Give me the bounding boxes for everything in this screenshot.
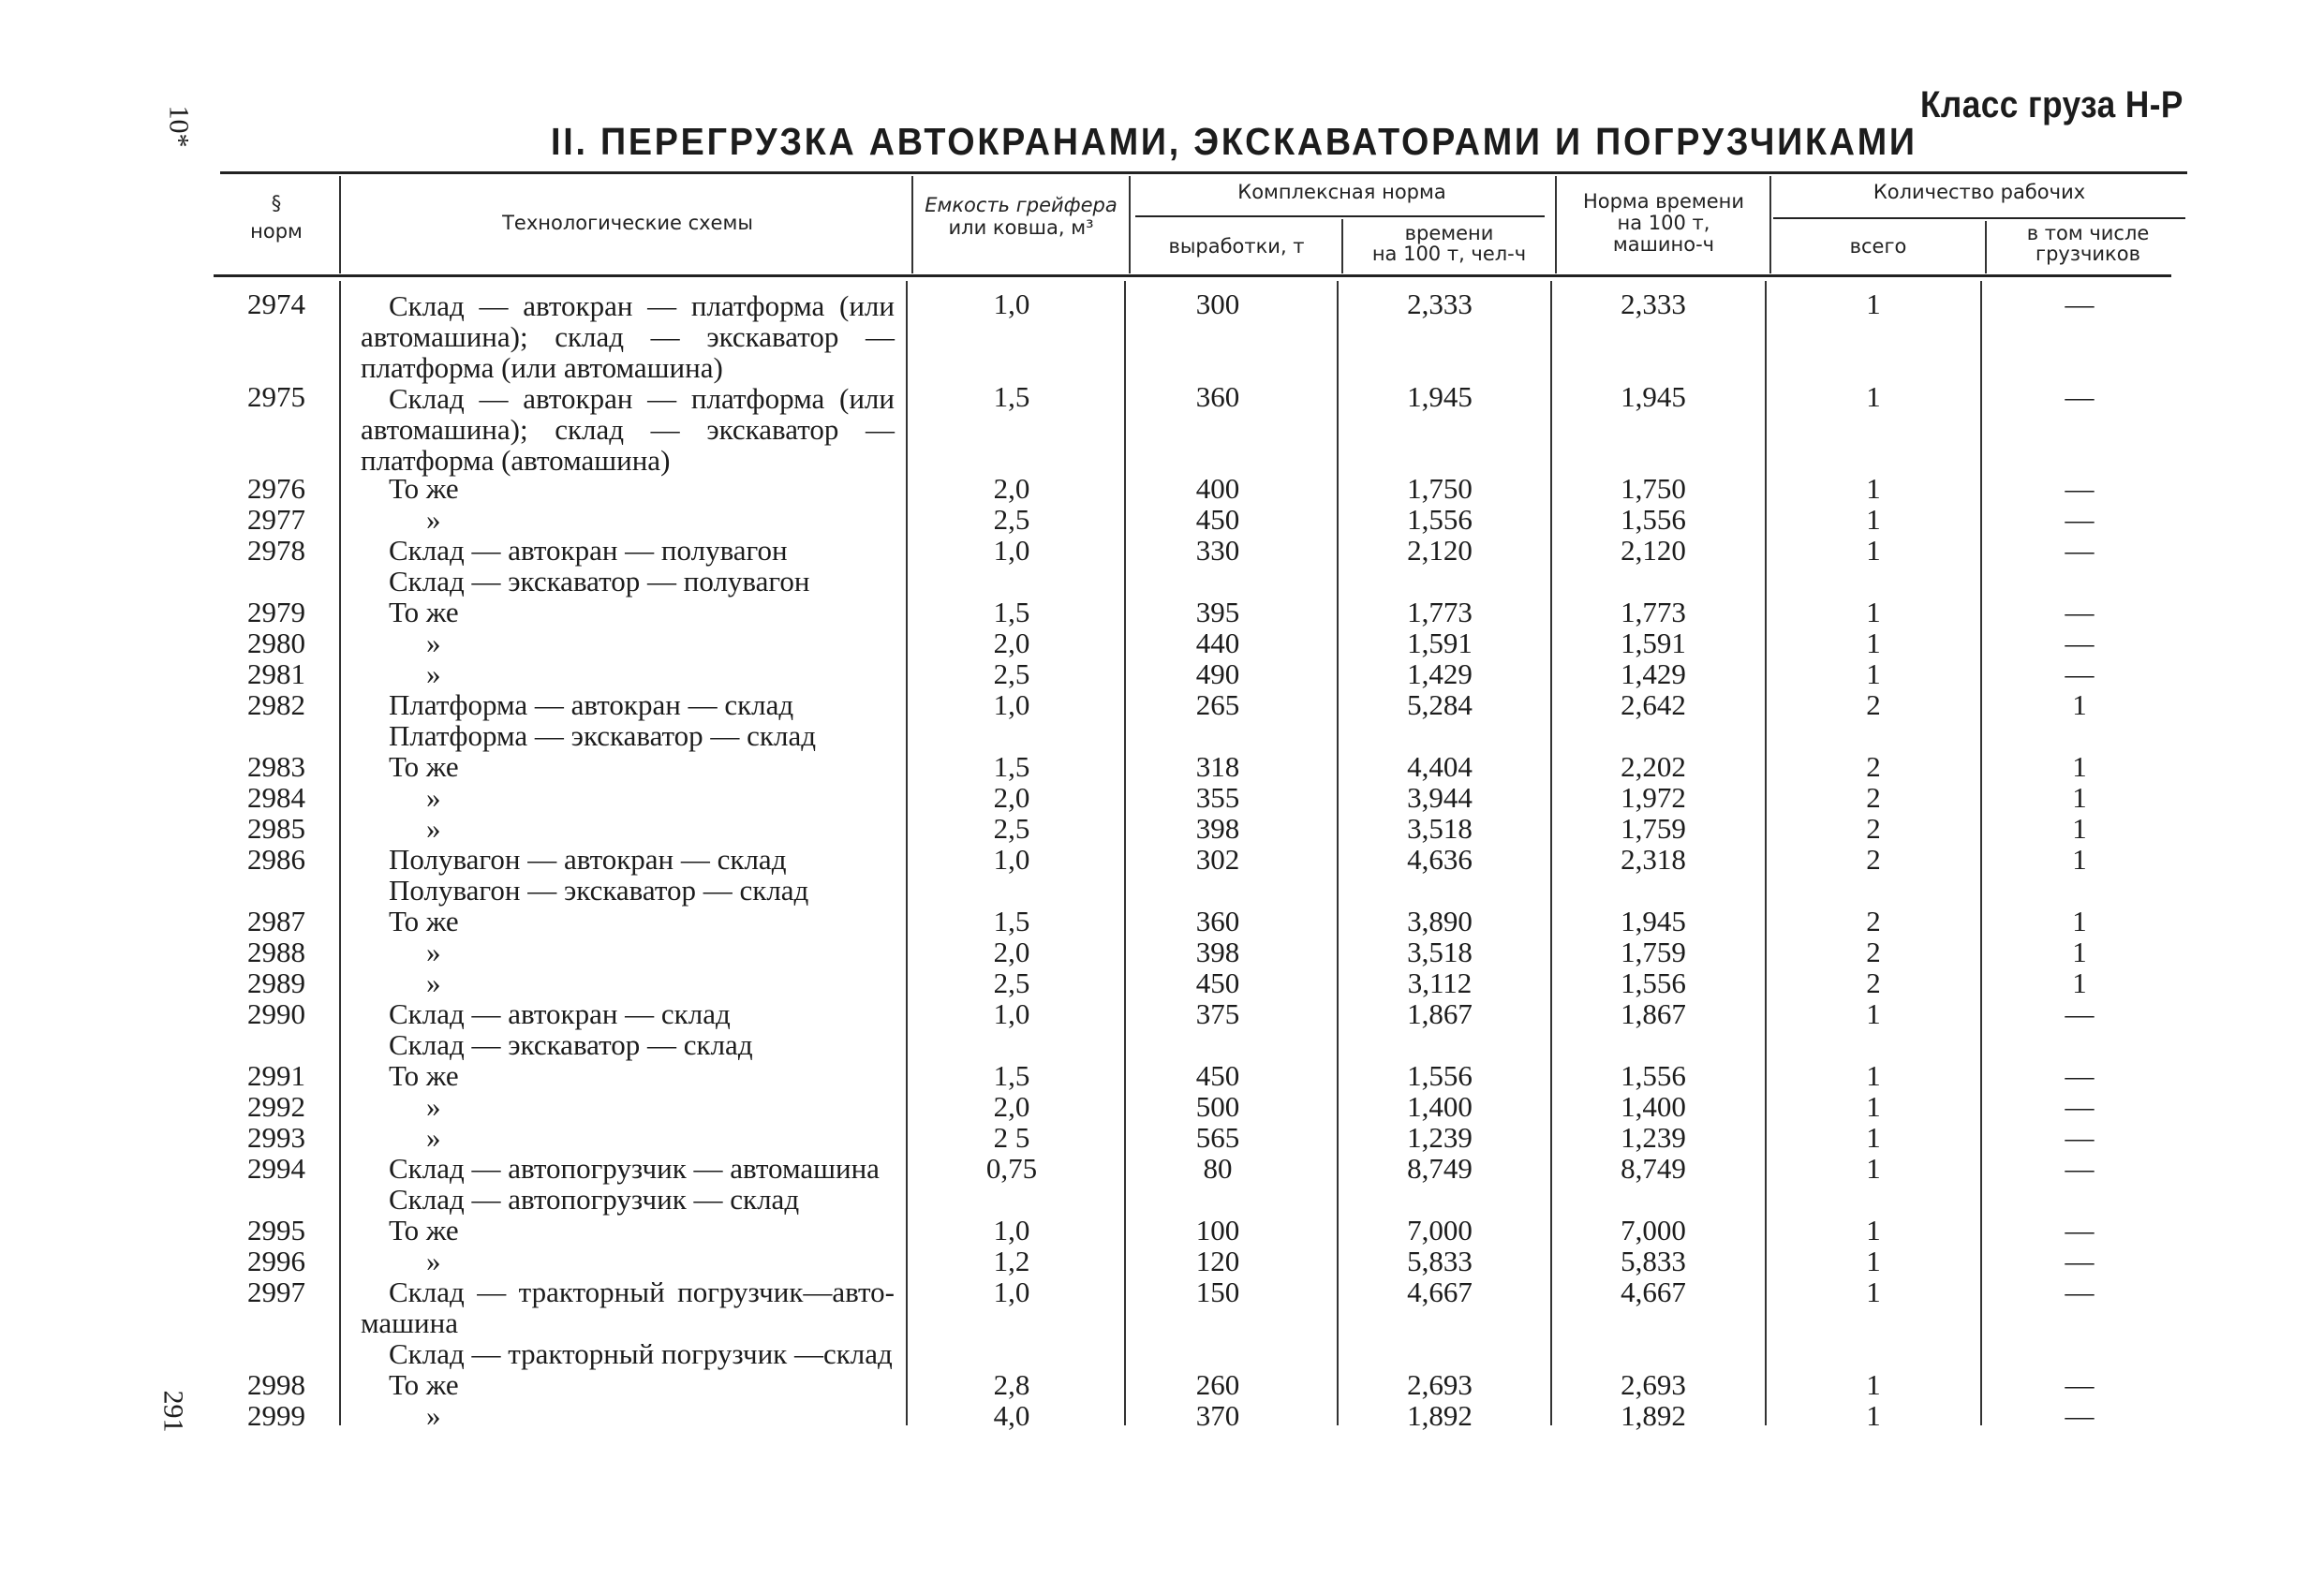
time-norm-person-hours: 1,945	[1407, 380, 1473, 413]
scheme-line: автомашина); склад — экскаватор —	[361, 413, 895, 446]
scheme-text	[361, 751, 895, 782]
table-row	[0, 906, 2324, 937]
table-row	[0, 998, 2324, 1029]
time-norm-person-hours: 1,556	[1407, 1059, 1473, 1092]
production-norm: 265	[1195, 688, 1240, 721]
time-norm-person-hours: 3,112	[1407, 966, 1473, 999]
bucket-capacity: 4,0	[993, 1399, 1030, 1432]
table-row	[0, 1153, 2324, 1184]
scheme-line: Склад — автокран — склад	[389, 997, 731, 1030]
scheme-text	[361, 1400, 895, 1431]
production-norm: 100	[1195, 1214, 1240, 1246]
workers-loaders: —	[2065, 1121, 2095, 1154]
workers-total: 1	[1866, 534, 1881, 567]
scheme-text	[361, 473, 895, 504]
production-norm: 395	[1195, 596, 1240, 628]
bucket-capacity: 1,2	[993, 1245, 1030, 1277]
norm-number: 2982	[247, 688, 305, 721]
bucket-capacity: 2,0	[993, 936, 1030, 968]
time-norm-machine-hours: 1,239	[1621, 1121, 1686, 1154]
workers-total: 1	[1866, 1121, 1881, 1154]
production-norm: 330	[1195, 534, 1240, 567]
scheme-line: То же	[389, 905, 459, 937]
bucket-capacity: 1,0	[993, 997, 1030, 1030]
workers-loaders: —	[2065, 1368, 2095, 1401]
production-norm: 375	[1195, 997, 1240, 1030]
scheme-text	[361, 1246, 895, 1276]
header-norm-word: норм	[250, 220, 303, 243]
scheme-line: Платформа — экскаватор — склад	[389, 719, 816, 752]
norm-number: 2998	[247, 1368, 305, 1401]
header-time-2: на 100 т, чел-ч	[1371, 243, 1527, 265]
header-norm-sign: §	[271, 192, 282, 214]
scheme-line: Полувагон — автокран — склад	[389, 843, 787, 876]
norm-number: 2992	[247, 1090, 305, 1123]
scheme-text	[361, 658, 895, 689]
table-row	[0, 1400, 2324, 1431]
workers-loaders: —	[2065, 1059, 2095, 1092]
workers-total: 1	[1866, 1399, 1881, 1432]
time-norm-person-hours: 7,000	[1407, 1214, 1473, 1246]
scheme-line: »	[426, 936, 441, 968]
scheme-line: »	[426, 503, 441, 536]
scheme-text	[361, 1060, 895, 1091]
workers-total: 1	[1866, 288, 1881, 320]
scheme-line: То же	[389, 1368, 459, 1401]
scheme-text	[361, 1369, 895, 1400]
bucket-capacity: 2,0	[993, 1090, 1030, 1123]
scheme-text	[361, 1215, 895, 1246]
time-norm-machine-hours: 2,333	[1621, 288, 1686, 320]
time-norm-machine-hours: 1,773	[1621, 596, 1686, 628]
table-row	[0, 627, 2324, 658]
workers-loaders: —	[2065, 503, 2095, 536]
norm-number: 2980	[247, 627, 305, 659]
norm-number: 2981	[247, 657, 305, 690]
time-norm-machine-hours: 1,591	[1621, 627, 1686, 659]
workers-total: 1	[1866, 1245, 1881, 1277]
scheme-text	[361, 998, 895, 1060]
norm-number: 2974	[247, 288, 305, 320]
header-loaders-2: грузчиков	[2035, 243, 2140, 265]
workers-total: 2	[1866, 781, 1881, 814]
table-row	[0, 844, 2324, 875]
time-norm-machine-hours: 1,945	[1621, 905, 1686, 937]
bucket-capacity: 2,5	[993, 966, 1030, 999]
time-norm-person-hours: 3,944	[1407, 781, 1473, 814]
time-norm-person-hours: 4,636	[1407, 843, 1473, 876]
time-norm-machine-hours: 1,867	[1621, 997, 1686, 1030]
production-norm: 450	[1195, 966, 1240, 999]
workers-loaders: 1	[2072, 843, 2087, 876]
workers-loaders: —	[2065, 997, 2095, 1030]
scheme-line: »	[426, 781, 441, 814]
scheme-text	[361, 782, 895, 813]
workers-loaders: 1	[2072, 905, 2087, 937]
header-norm-time-3: машино-ч	[1612, 233, 1715, 256]
workers-loaders: —	[2065, 1276, 2095, 1308]
workers-total: 2	[1866, 812, 1881, 845]
workers-total: 2	[1866, 966, 1881, 999]
header-capacity-1: Емкость грейфера	[925, 194, 1118, 216]
scheme-text	[361, 504, 895, 535]
workers-loaders: —	[2065, 596, 2095, 628]
workers-loaders: —	[2065, 1152, 2095, 1185]
norm-number: 2994	[247, 1152, 305, 1185]
bucket-capacity: 2,0	[993, 627, 1030, 659]
table-row	[0, 1122, 2324, 1153]
scheme-line: То же	[389, 1059, 459, 1092]
workers-total: 2	[1866, 936, 1881, 968]
scheme-text	[361, 627, 895, 658]
header-schemes: Технологические схемы	[502, 212, 753, 234]
bucket-capacity: 2,5	[993, 657, 1030, 690]
production-norm: 370	[1195, 1399, 1240, 1432]
norm-number: 2997	[247, 1276, 305, 1308]
bucket-capacity: 2,5	[993, 503, 1030, 536]
scheme-line: То же	[389, 472, 459, 505]
time-norm-person-hours: 1,892	[1407, 1399, 1473, 1432]
bucket-capacity: 1,5	[993, 596, 1030, 628]
bucket-capacity: 1,0	[993, 1214, 1030, 1246]
production-norm: 80	[1203, 1152, 1233, 1185]
workers-loaders: 1	[2072, 688, 2087, 721]
time-norm-person-hours: 2,333	[1407, 288, 1473, 320]
time-norm-person-hours: 5,833	[1407, 1245, 1473, 1277]
workers-total: 1	[1866, 1090, 1881, 1123]
time-norm-machine-hours: 1,972	[1621, 781, 1686, 814]
workers-loaders: —	[2065, 288, 2095, 320]
workers-loaders: 1	[2072, 812, 2087, 845]
bucket-capacity: 2 5	[993, 1121, 1030, 1154]
workers-total: 1	[1866, 1214, 1881, 1246]
workers-loaders: —	[2065, 1399, 2095, 1432]
workers-loaders: 1	[2072, 781, 2087, 814]
workers-total: 2	[1866, 750, 1881, 783]
workers-loaders: 1	[2072, 750, 2087, 783]
workers-total: 1	[1866, 627, 1881, 659]
scheme-text	[361, 1122, 895, 1153]
scheme-line: Склад — тракторный погрузчик—авто-	[389, 1276, 895, 1308]
header-capacity-2: или ковша, м³	[948, 216, 1094, 239]
workers-total: 2	[1866, 843, 1881, 876]
workers-loaders: —	[2065, 627, 2095, 659]
scheme-line: Склад — автокран — платформа (или	[389, 289, 895, 322]
time-norm-person-hours: 1,400	[1407, 1090, 1473, 1123]
time-norm-machine-hours: 1,759	[1621, 812, 1686, 845]
norm-number: 2985	[247, 812, 305, 845]
time-norm-machine-hours: 1,892	[1621, 1399, 1686, 1432]
norm-number: 2977	[247, 503, 305, 536]
workers-loaders: —	[2065, 1245, 2095, 1277]
header-norm-time-1: Норма времени	[1582, 190, 1745, 213]
time-norm-person-hours: 5,284	[1407, 688, 1473, 721]
bucket-capacity: 2,0	[993, 781, 1030, 814]
time-norm-person-hours: 1,239	[1407, 1121, 1473, 1154]
scheme-line: »	[426, 812, 441, 845]
time-norm-person-hours: 4,667	[1407, 1276, 1473, 1308]
time-norm-machine-hours: 2,120	[1621, 534, 1686, 567]
table-row	[0, 473, 2324, 504]
norm-number: 2975	[247, 380, 305, 413]
scheme-line: Полувагон — экскаватор — склад	[389, 874, 809, 907]
norm-number: 2990	[247, 997, 305, 1030]
table-row	[0, 658, 2324, 689]
time-norm-machine-hours: 5,833	[1621, 1245, 1686, 1277]
bucket-capacity: 2,8	[993, 1368, 1030, 1401]
workers-loaders: —	[2065, 1214, 2095, 1246]
cargo-class-label: Класс груза Н-Р	[1920, 84, 2183, 125]
table-row	[0, 1091, 2324, 1122]
production-norm: 440	[1195, 627, 1240, 659]
time-norm-person-hours: 2,693	[1407, 1368, 1473, 1401]
workers-total: 2	[1866, 688, 1881, 721]
norm-number: 2979	[247, 596, 305, 628]
table-row	[0, 1246, 2324, 1276]
bucket-capacity: 1,0	[993, 688, 1030, 721]
scheme-line: платформа (автомашина)	[361, 444, 671, 477]
workers-total: 1	[1866, 380, 1881, 413]
workers-total: 1	[1866, 472, 1881, 505]
bucket-capacity: 1,0	[993, 843, 1030, 876]
scheme-line: машина	[361, 1306, 458, 1339]
workers-total: 1	[1866, 1276, 1881, 1308]
table-row	[0, 1276, 2324, 1307]
norm-number: 2995	[247, 1214, 305, 1246]
header-workers: Количество рабочих	[1873, 181, 2086, 203]
table-row	[0, 751, 2324, 782]
header-production: выработки, т	[1168, 235, 1305, 258]
time-norm-machine-hours: 1,556	[1621, 1059, 1686, 1092]
time-norm-machine-hours: 1,759	[1621, 936, 1686, 968]
time-norm-person-hours: 4,404	[1407, 750, 1473, 783]
scheme-line: »	[426, 1121, 441, 1154]
time-norm-person-hours: 1,750	[1407, 472, 1473, 505]
table-row	[0, 782, 2324, 813]
scheme-line: »	[426, 966, 441, 999]
time-norm-machine-hours: 7,000	[1621, 1214, 1686, 1246]
header-total: всего	[1849, 235, 1907, 258]
scheme-line: Платформа — автокран — склад	[389, 688, 794, 721]
time-norm-machine-hours: 1,556	[1621, 503, 1686, 536]
table-row	[0, 380, 2324, 415]
scheme-text	[361, 689, 895, 751]
workers-total: 1	[1866, 596, 1881, 628]
table-row	[0, 504, 2324, 535]
scheme-text	[361, 844, 895, 906]
production-norm: 260	[1195, 1368, 1240, 1401]
workers-total: 1	[1866, 1368, 1881, 1401]
top-page-number: 10*	[163, 105, 195, 148]
bucket-capacity: 1,5	[993, 380, 1030, 413]
time-norm-person-hours: 1,429	[1407, 657, 1473, 690]
scheme-text	[361, 906, 895, 937]
scheme-line: »	[426, 1245, 441, 1277]
header-norm-time-2: на 100 т,	[1617, 212, 1710, 234]
time-norm-machine-hours: 1,400	[1621, 1090, 1686, 1123]
production-norm: 490	[1195, 657, 1240, 690]
table-row	[0, 937, 2324, 967]
norm-number: 2987	[247, 905, 305, 937]
scheme-line: Склад — автокран — платформа (или	[389, 382, 895, 415]
workers-loaders: —	[2065, 380, 2095, 413]
production-norm: 400	[1195, 472, 1240, 505]
scheme-line: »	[426, 1090, 441, 1123]
time-norm-machine-hours: 1,556	[1621, 966, 1686, 999]
bucket-capacity: 2,0	[993, 472, 1030, 505]
production-norm: 318	[1195, 750, 1240, 783]
bucket-capacity: 1,5	[993, 1059, 1030, 1092]
bucket-capacity: 0,75	[985, 1152, 1038, 1185]
workers-total: 2	[1866, 905, 1881, 937]
table-row	[0, 813, 2324, 844]
time-norm-machine-hours: 2,202	[1621, 750, 1686, 783]
time-norm-machine-hours: 4,667	[1621, 1276, 1686, 1308]
time-norm-person-hours: 1,556	[1407, 503, 1473, 536]
table-row	[0, 1060, 2324, 1091]
scheme-text	[361, 1153, 895, 1215]
header-complex: Комплексная норма	[1237, 181, 1446, 203]
production-norm: 500	[1195, 1090, 1240, 1123]
production-norm: 360	[1195, 905, 1240, 937]
workers-loaders: —	[2065, 1090, 2095, 1123]
time-norm-machine-hours: 2,693	[1621, 1368, 1686, 1401]
scheme-line: платформа (или автомашина)	[361, 351, 723, 384]
time-norm-machine-hours: 1,750	[1621, 472, 1686, 505]
norm-number: 2999	[247, 1399, 305, 1432]
production-norm: 450	[1195, 503, 1240, 536]
table-row	[0, 1369, 2324, 1400]
table-row	[0, 689, 2324, 720]
scheme-line: Склад — автопогрузчик — склад	[389, 1183, 800, 1216]
time-norm-machine-hours: 1,429	[1621, 657, 1686, 690]
scheme-text	[361, 597, 895, 627]
scheme-line: Склад — автокран — полувагон	[389, 534, 788, 567]
scheme-line: »	[426, 1399, 441, 1432]
workers-loaders: —	[2065, 657, 2095, 690]
bucket-capacity: 1,5	[993, 905, 1030, 937]
scheme-line: Склад — автопогрузчик — автомашина	[389, 1152, 880, 1185]
time-norm-machine-hours: 8,749	[1621, 1152, 1686, 1185]
workers-loaders: 1	[2072, 936, 2087, 968]
norm-number: 2988	[247, 936, 305, 968]
section-title: II. ПЕРЕГРУЗКА АВТОКРАНАМИ, ЭКСКАВАТОРАМИ И ПОГРУЗЧИКАМИ	[551, 120, 1917, 163]
time-norm-person-hours: 2,120	[1407, 534, 1473, 567]
production-norm: 150	[1195, 1276, 1240, 1308]
time-norm-machine-hours: 1,945	[1621, 380, 1686, 413]
bucket-capacity: 1,5	[993, 750, 1030, 783]
production-norm: 565	[1195, 1121, 1240, 1154]
scheme-text	[361, 813, 895, 844]
bucket-capacity: 2,5	[993, 812, 1030, 845]
table-row	[0, 967, 2324, 998]
workers-loaders: 1	[2072, 966, 2087, 999]
scheme-text	[361, 937, 895, 967]
scheme-text	[361, 967, 895, 998]
time-norm-person-hours: 1,867	[1407, 997, 1473, 1030]
norm-number: 2976	[247, 472, 305, 505]
time-norm-machine-hours: 2,642	[1621, 688, 1686, 721]
table-row	[0, 597, 2324, 627]
scheme-line: То же	[389, 1214, 459, 1246]
bucket-capacity: 1,0	[993, 1276, 1030, 1308]
time-norm-person-hours: 8,749	[1407, 1152, 1473, 1185]
workers-loaders: —	[2065, 534, 2095, 567]
norm-number: 2996	[247, 1245, 305, 1277]
bucket-capacity: 1,0	[993, 534, 1030, 567]
scheme-line: Склад — экскаватор — полувагон	[389, 565, 810, 597]
scheme-line: То же	[389, 596, 459, 628]
norm-number: 2986	[247, 843, 305, 876]
scheme-text	[361, 535, 895, 597]
bucket-capacity: 1,0	[993, 288, 1030, 320]
norm-number: 2989	[247, 966, 305, 999]
production-norm: 302	[1195, 843, 1240, 876]
scheme-line: »	[426, 627, 441, 659]
time-norm-machine-hours: 2,318	[1621, 843, 1686, 876]
scheme-text	[361, 290, 895, 383]
table-row	[0, 1215, 2324, 1246]
production-norm: 450	[1195, 1059, 1240, 1092]
workers-total: 1	[1866, 1152, 1881, 1185]
production-norm: 360	[1195, 380, 1240, 413]
scheme-line: Склад — экскаватор — склад	[389, 1028, 753, 1061]
workers-loaders: —	[2065, 472, 2095, 505]
table-row	[0, 535, 2324, 566]
time-norm-person-hours: 3,890	[1407, 905, 1473, 937]
production-norm: 300	[1195, 288, 1240, 320]
header-time-1: времени	[1404, 222, 1494, 244]
scheme-text	[361, 1091, 895, 1122]
workers-total: 1	[1866, 1059, 1881, 1092]
time-norm-person-hours: 1,591	[1407, 627, 1473, 659]
header-loaders-1: в том числе	[2026, 222, 2150, 244]
workers-total: 1	[1866, 657, 1881, 690]
time-norm-person-hours: 3,518	[1407, 936, 1473, 968]
workers-total: 1	[1866, 503, 1881, 536]
scheme-line: То же	[389, 750, 459, 783]
scheme-line: автомашина); склад — экскаватор —	[361, 320, 895, 353]
production-norm: 398	[1195, 812, 1240, 845]
production-norm: 120	[1195, 1245, 1240, 1277]
norm-number: 2984	[247, 781, 305, 814]
norm-number: 2993	[247, 1121, 305, 1154]
scheme-line: »	[426, 657, 441, 690]
production-norm: 398	[1195, 936, 1240, 968]
norm-number: 2983	[247, 750, 305, 783]
scheme-text	[361, 383, 895, 476]
scheme-line: Склад — тракторный погрузчик —склад	[389, 1337, 893, 1370]
norm-number: 2978	[247, 534, 305, 567]
workers-total: 1	[1866, 997, 1881, 1030]
time-norm-person-hours: 1,773	[1407, 596, 1473, 628]
production-norm: 355	[1195, 781, 1240, 814]
scheme-text	[361, 1276, 895, 1369]
norm-number: 2991	[247, 1059, 305, 1092]
time-norm-person-hours: 3,518	[1407, 812, 1473, 845]
table-row	[0, 288, 2324, 322]
bottom-page-number: 291	[157, 1390, 189, 1433]
